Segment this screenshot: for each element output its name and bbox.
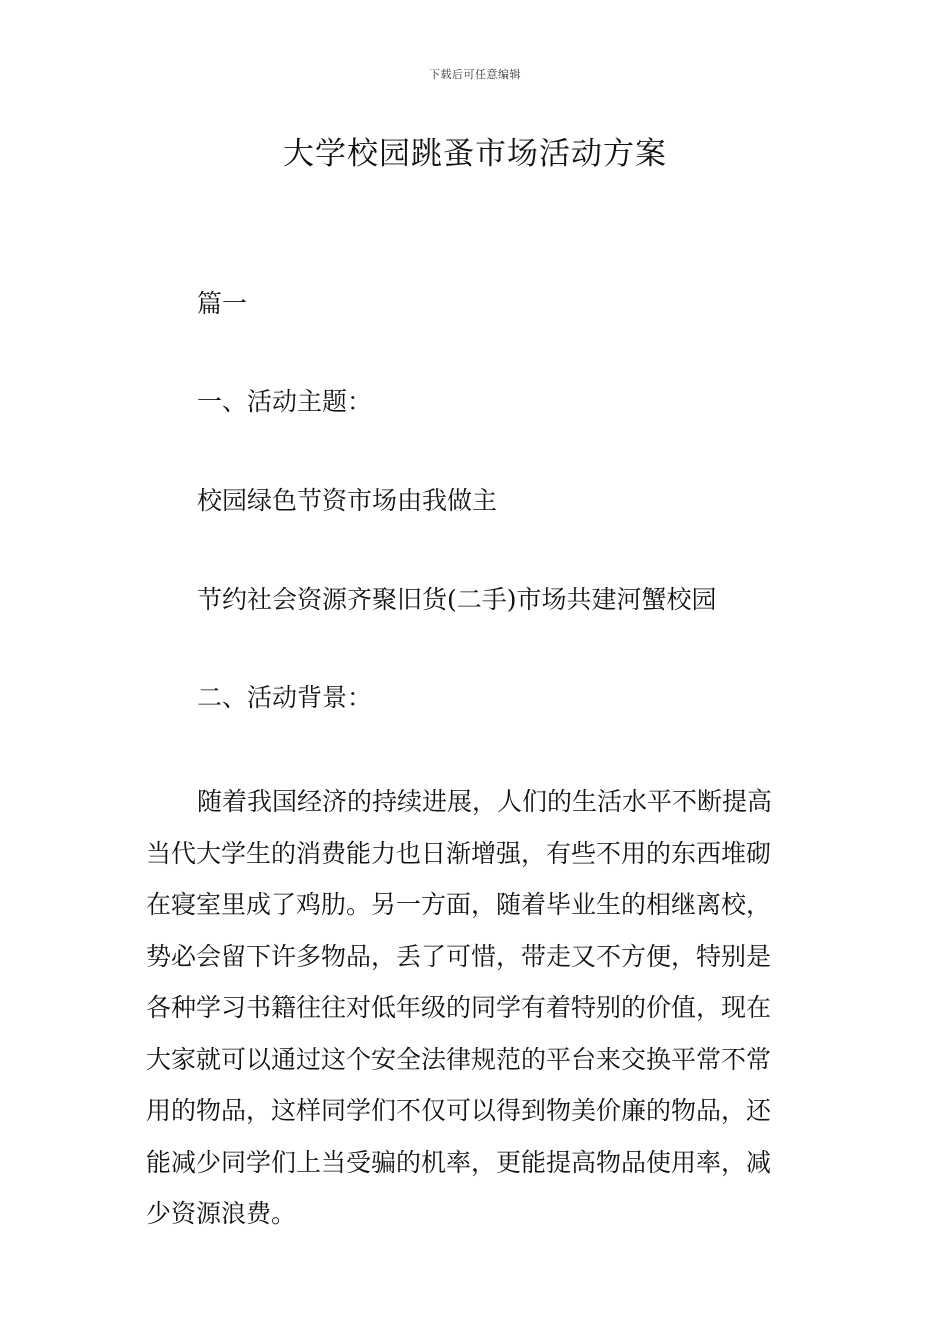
document-title: 大学校园跳蚤市场活动方案: [283, 136, 667, 172]
theme-line: 校园绿色节资市场由我做主: [197, 486, 498, 515]
section-heading-background: 二、活动背景：: [197, 683, 373, 712]
paragraph-line: 随着我国经济的持续进展，人们的生活水平不断提高: [197, 787, 773, 816]
paragraph-line: 少资源浪费。: [146, 1199, 297, 1228]
paragraph-line: 大家就可以通过这个安全法律规范的平台来交换平常不常: [146, 1044, 772, 1074]
paragraph-line: 能减少同学们上当受骗的机率，更能提高物品使用率，减: [146, 1147, 772, 1177]
header-note: 下载后可任意编辑: [429, 68, 521, 81]
part-label: 篇一: [197, 289, 248, 318]
paragraph-line: 在寝室里成了鸡肋。另一方面，随着毕业生的相继离校，: [146, 890, 772, 919]
paragraph-line: 用的物品，这样同学们不仅可以得到物美价廉的物品，还: [146, 1096, 772, 1125]
theme-line: 节约社会资源齐聚旧货(二手)市场共建河蟹校园: [197, 585, 717, 614]
paragraph-line: 各种学习书籍往往对低年级的同学有着特别的价值，现在: [146, 993, 772, 1022]
section-heading-theme: 一、活动主题：: [197, 387, 373, 416]
paragraph-line: 当代大学生的消费能力也日渐增强，有些不用的东西堆砌: [146, 838, 772, 868]
background-paragraph: [146, 776, 808, 1240]
paragraph-line: 势必会留下许多物品，丢了可惜，带走又不方便，特别是: [146, 941, 772, 971]
